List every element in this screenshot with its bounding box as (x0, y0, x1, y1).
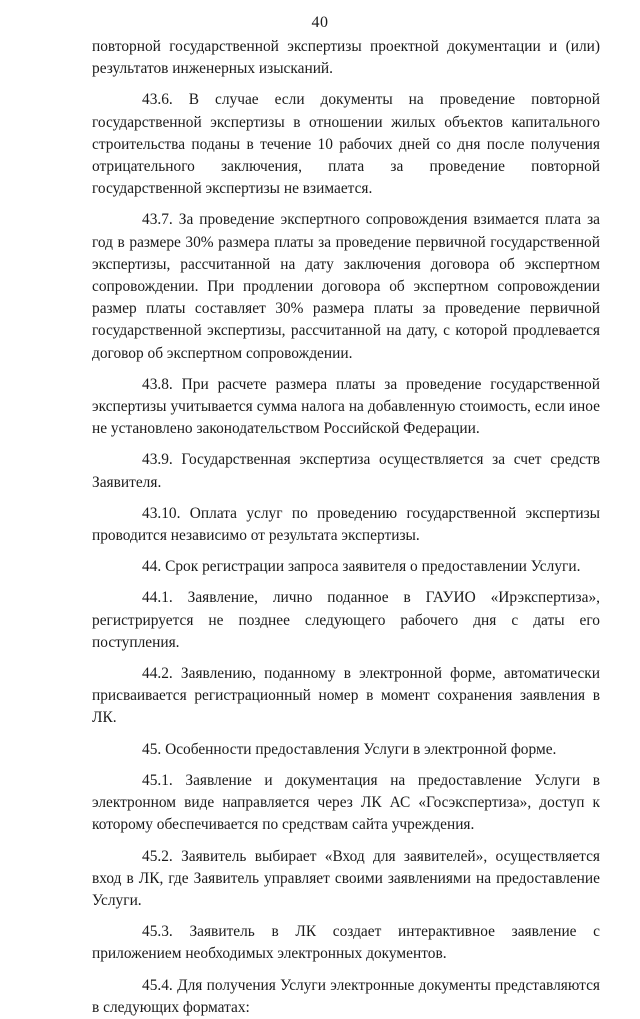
paragraph-45-2: 45.2. Заявитель выбирает «Вход для заявителей», осуществляется вход в ЛК, где Заявитель управляет своими заявлениями на предоставление Услуги. (92, 847, 600, 909)
paragraph-45: 45. Особенности предоставления Услуги в электронной форме. (142, 740, 557, 758)
document-body (92, 36, 600, 1019)
paragraph-45-3: 45.3. Заявитель в ЛК создает интерактивное заявление с приложением необходимых электронных документов. (92, 923, 600, 963)
page-number: 40 (311, 14, 329, 31)
paragraph-44: 44. Срок регистрации запроса заявителя о предоставлении Услуги. (142, 558, 581, 576)
paragraph-43-8: 43.8. При расчете размера платы за проведение государственной экспертизы учитывается сумма налога на добавленную стоимость, если иное не установлено законодательством Российской Федерации. (92, 375, 600, 438)
paragraph-43-7: 43.7. За проведение экспертного сопровождения взимается плата за год в размере 30% размера платы за проведение первичной государственной экспертизы, рассчитанной на дату заключения договора об экспертном сопровождении. При продлении договора об экспертном сопровождении размер платы составляет 30% размера платы за проведение первичной государственной экспертизы, рассчитанной на дату, с которой продлевается договор об экспертном сопровождении. (92, 211, 600, 362)
paragraph-44-2: 44.2. Заявлению, поданному в электронной форме, автоматически присваивается регистрационный номер в момент сохранения заявления в ЛК. (92, 665, 600, 727)
paragraph-43-9: 43.9. Государственная экспертиза осуществляется за счет средств Заявителя. (92, 451, 600, 491)
paragraph-45-1: 45.1. Заявление и документация на предоставление Услуги в электронном виде направляется через ЛК АС «Госэкспертиза», доступ к которому обеспечивается по средствам сайта учреждения. (92, 771, 600, 834)
paragraph-continuation: повторной государственной экспертизы проектной документации и (или) результатов инженерных изысканий. (92, 38, 600, 78)
paragraph-43-6: 43.6. В случае если документы на проведение повторной государственной экспертизы в отношении жилых объектов капитального строительства поданы в течение 10 рабочих дней со дня после получения отрицательного заключения, плата за проведение повторной государственной экспертизы не взимается. (92, 91, 600, 198)
paragraph-44-1: 44.1. Заявление, лично поданное в ГАУИО «Ирэкспертиза», регистрируется не позднее следующего рабочего дня с даты его поступления. (92, 589, 600, 651)
paragraph-43-10: 43.10. Оплата услуг по проведению государственной экспертизы проводится независимо от результата экспертизы. (92, 504, 600, 545)
paragraph-45-4: 45.4. Для получения Услуги электронные документы представляются в следующих форматах: (92, 976, 600, 1016)
